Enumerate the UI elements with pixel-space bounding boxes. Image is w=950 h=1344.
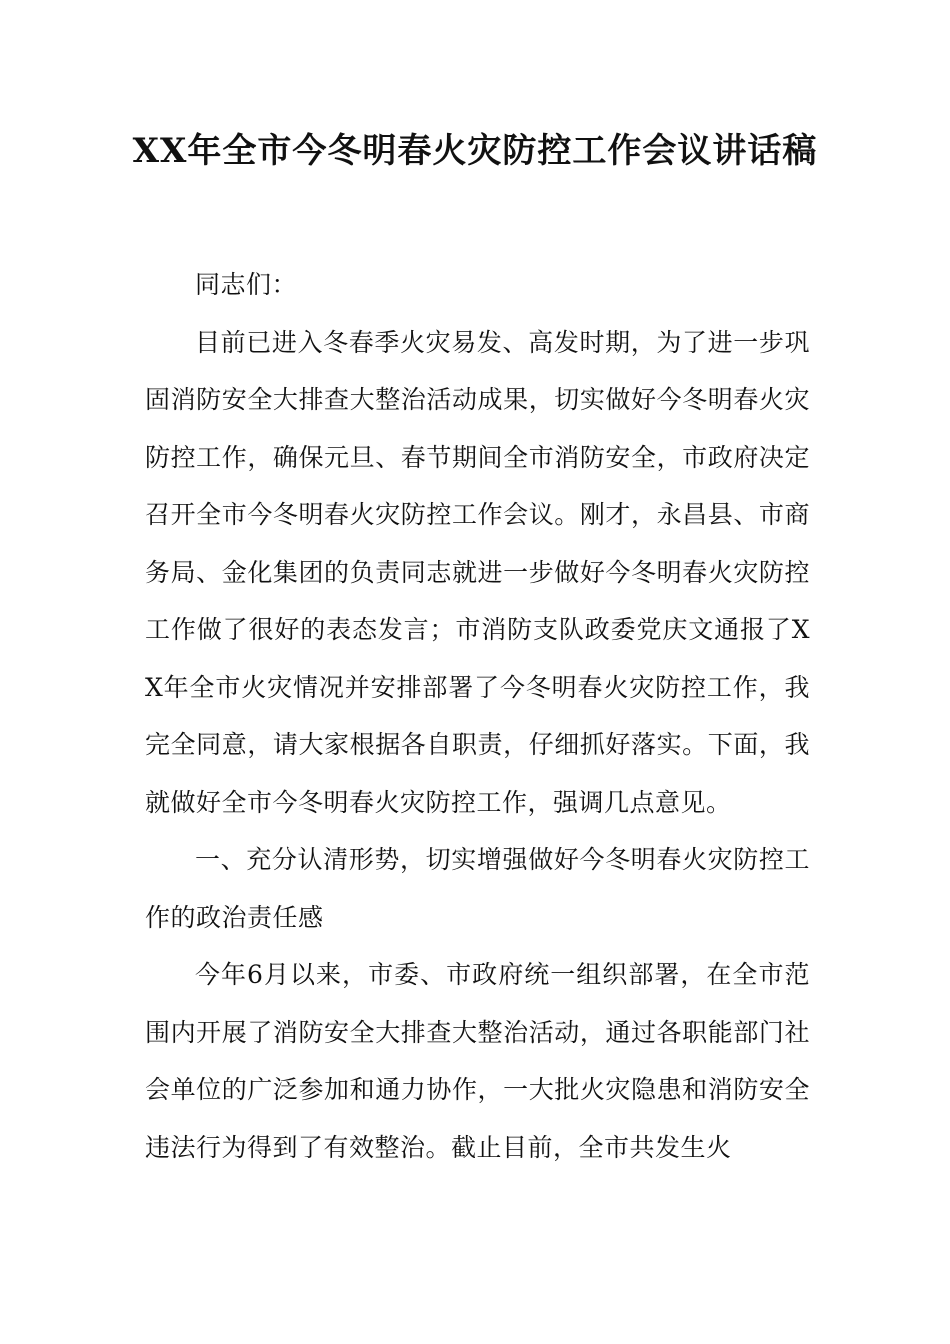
document-body — [145, 256, 810, 1176]
document-title: XX年全市今冬明春火灾防控工作会议讲话稿 — [132, 131, 818, 171]
salutation-paragraph: 同志们： — [195, 270, 298, 299]
intro-paragraph: 目前已进入冬春季火灾易发、高发时期，为了进一步巩固消防安全大排查大整治活动成果，切实做好今冬明春火灾防控工作，确保元旦、春节期间全市消防安全，市政府决定召开全市今冬明春火灾防控工作会议。刚才，永昌县、市商务局、金化集团的负责同志就进一步做好今冬明春火灾防控工作做了很好的表态发言；市消防支队政委党庆文通报了XX年全市火灾情况并安排部署了今冬明春火灾防控工作，我完全同意，请大家根据各自职责，仔细抓好落实。下面，我就做好全市今冬明春火灾防控工作，强调几点意见。 — [145, 327, 810, 817]
section-1-paragraph: 今年6月以来，市委、市政府统一组织部署，在全市范围内开展了消防安全大排查大整治活动，通过各职能部门社会单位的广泛参加和通力协作，一大批火灾隐患和消防安全违法行为得到了有效整治。截止目前，全市共发生火 — [145, 960, 810, 1162]
section-heading-1: 一、充分认清形势，切实增强做好今冬明春火灾防控工作的政治责任感 — [145, 845, 810, 932]
